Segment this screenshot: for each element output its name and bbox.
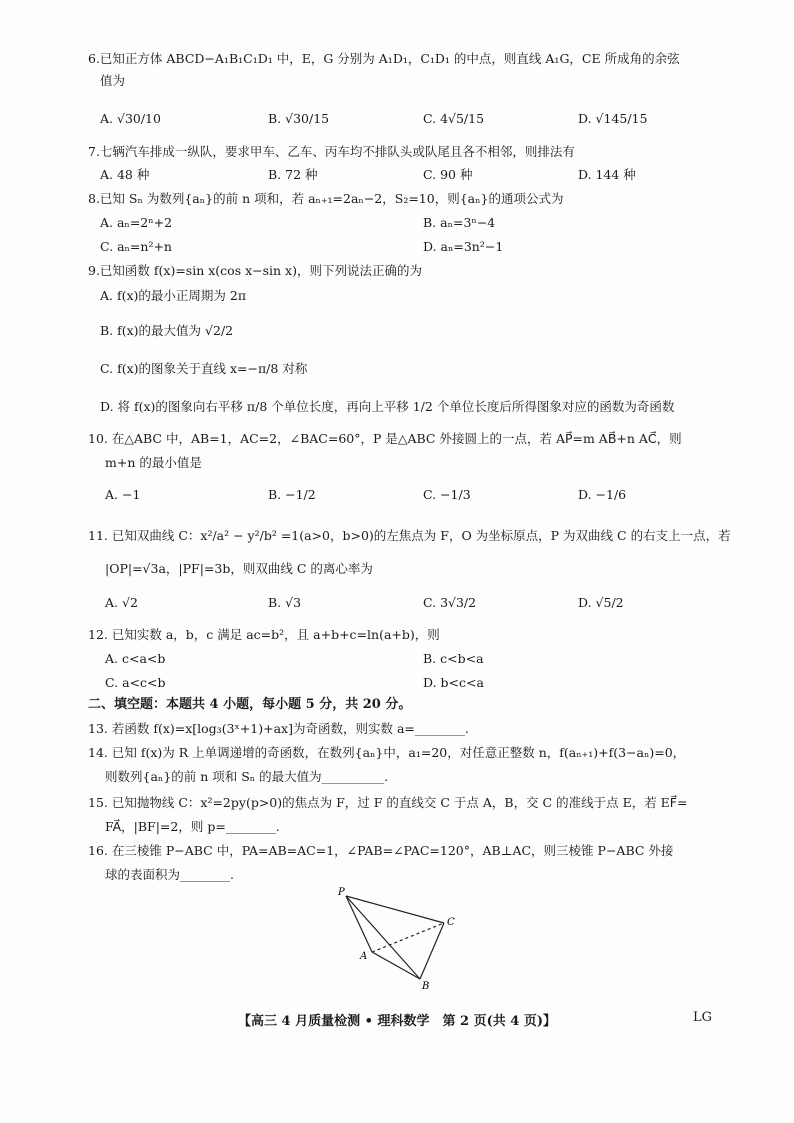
- q7-option-b: B. 72 种: [268, 167, 318, 182]
- edge-PA: [346, 896, 372, 952]
- q8-option-c: C. aₙ=n²+n: [100, 239, 172, 254]
- vertex-label-P: P: [338, 887, 345, 898]
- edge-PB: [346, 896, 420, 979]
- q7-option-a: A. 48 种: [100, 167, 150, 182]
- q15-line1: 15. 已知抛物线 C：x²=2py(p>0)的焦点为 F，过 F 的直线交 C 于点 A，B，交 C 的准线于点 E，若 EF⃗=: [88, 795, 688, 810]
- q11-option-b: B. √3: [268, 595, 302, 610]
- q6-option-d: D. √145/15: [578, 111, 648, 126]
- q14-line1: 14. 已知 f(x)为 R 上单调递增的奇函数，在数列{aₙ}中，a₁=20，对任意正整数 n，f(aₙ₊₁)+f(3−aₙ)=0，: [88, 745, 686, 760]
- footer-code: LG: [693, 1010, 713, 1025]
- q6-option-c: C. 4√5/15: [423, 111, 485, 126]
- section-fill-in-heading: 二、填空题：本题共 4 小题，每小题 5 分，共 20 分。: [88, 697, 412, 712]
- q7-option-d: D. 144 种: [578, 167, 636, 182]
- q14-line2: 则数列{aₙ}的前 n 项和 Sₙ 的最大值为__________.: [105, 769, 389, 784]
- q10-option-a: A. −1: [105, 487, 141, 502]
- q6-stem-line2: 值为: [100, 73, 126, 88]
- q9-option-c: C. f(x)的图象关于直线 x=−π/8 对称: [100, 361, 308, 376]
- q11-option-a: A. √2: [105, 595, 138, 610]
- page-footer: 【高三 4 月质量检测 • 理科数学 第 2 页(共 4 页)】: [238, 1014, 556, 1029]
- q6-stem-line1: 6.已知正方体 ABCD−A₁B₁C₁D₁ 中，E，G 分别为 A₁D₁，C₁D₁ 的中点，则直线 A₁G，CE 所成角的余弦: [88, 51, 680, 66]
- vertex-label-A: A: [360, 951, 368, 962]
- q16-line2: 球的表面积为________.: [105, 867, 234, 882]
- q11-stem-line1: 11. 已知双曲线 C：x²/a² − y²/b² =1(a>0，b>0)的左焦点为 F，O 为坐标原点，P 为双曲线 C 的右支上一点，若: [88, 528, 731, 543]
- q7-stem: 7.七辆汽车排成一纵队，要求甲车、乙车、丙车均不排队头或队尾且各不相邻，则排法有: [88, 144, 575, 159]
- q12-option-a: A. c<a<b: [105, 651, 166, 666]
- edge-PC: [346, 896, 444, 923]
- q10-option-c: C. −1/3: [423, 487, 471, 502]
- q8-option-b: B. aₙ=3ⁿ−4: [423, 215, 496, 230]
- q11-option-c: C. 3√3/2: [423, 595, 477, 610]
- q10-option-d: D. −1/6: [578, 487, 627, 502]
- q8-option-a: A. aₙ=2ⁿ+2: [100, 215, 173, 230]
- q6-option-a: A. √30/10: [100, 111, 161, 126]
- q9-option-d: D. 将 f(x)的图象向右平移 π/8 个单位长度，再向上平移 1/2 个单位长度后所得图象对应的函数为奇函数: [100, 399, 675, 414]
- q13: 13. 若函数 f(x)=x[log₃(3ˣ+1)+ax]为奇函数，则实数 a=________.: [88, 721, 469, 736]
- q10-option-b: B. −1/2: [268, 487, 316, 502]
- q12-option-b: B. c<b<a: [423, 651, 484, 666]
- q11-option-d: D. √5/2: [578, 595, 624, 610]
- q9-option-b: B. f(x)的最大值为 √2/2: [100, 323, 234, 338]
- vertex-label-B: B: [422, 981, 430, 992]
- q12-stem: 12. 已知实数 a，b，c 满足 ac=b²，且 a+b+c=ln(a+b)，则: [88, 627, 440, 642]
- q12-option-d: D. b<c<a: [423, 675, 484, 690]
- q6-option-b: B. √30/15: [268, 111, 330, 126]
- q12-option-c: C. a<c<b: [105, 675, 166, 690]
- q10-stem-line1: 10. 在△ABC 中，AB=1，AC=2，∠BAC=60°，P 是△ABC 外接圆上的一点，若 AP⃗=m AB⃗+n AC⃗，则: [88, 431, 682, 446]
- q8-stem: 8.已知 Sₙ 为数列{aₙ}的前 n 项和，若 aₙ₊₁=2aₙ−2，S₂=10，则{aₙ}的通项公式为: [88, 191, 564, 206]
- q10-stem-line2: m+n 的最小值是: [105, 455, 202, 470]
- q7-option-c: C. 90 种: [423, 167, 473, 182]
- pyramid-figure: [330, 885, 470, 995]
- q16-line1: 16. 在三棱锥 P−ABC 中，PA=AB=AC=1，∠PAB=∠PAC=120°，AB⊥AC，则三棱锥 P−ABC 外接: [88, 843, 674, 858]
- edge-AB: [372, 952, 420, 979]
- q15-line2: FA⃗，|BF|=2，则 p=________.: [105, 819, 280, 834]
- vertex-label-C: C: [447, 917, 455, 928]
- q11-stem-line2: |OP|=√3a，|PF|=3b，则双曲线 C 的离心率为: [105, 561, 373, 576]
- q9-option-a: A. f(x)的最小正周期为 2π: [100, 288, 247, 303]
- q8-option-d: D. aₙ=3n²−1: [423, 239, 504, 254]
- q9-stem: 9.已知函数 f(x)=sin x(cos x−sin x)，则下列说法正确的为: [88, 263, 422, 278]
